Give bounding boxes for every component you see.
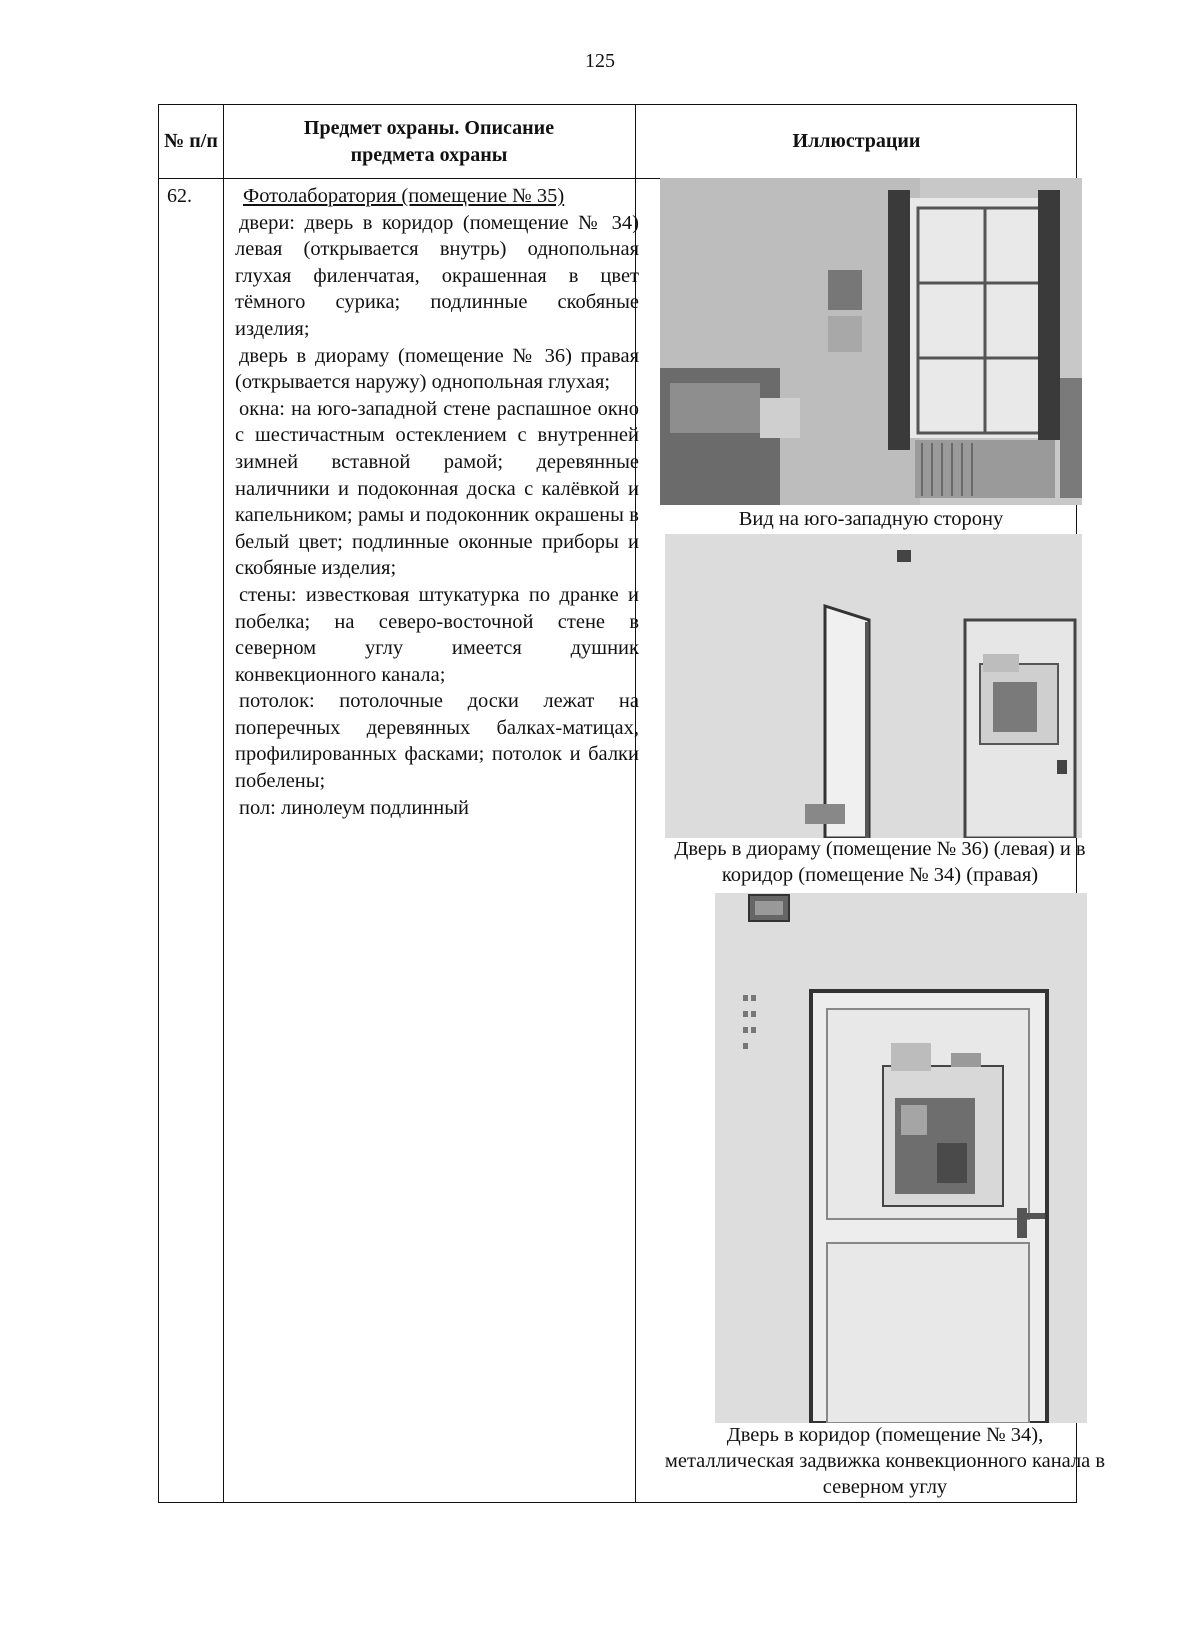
header-number: № п/п (164, 130, 218, 152)
header-description: Предмет охраны. Описание предмета охраны (303, 116, 555, 166)
column-divider (223, 105, 224, 1502)
description-doors: двери: дверь в коридор (помещение № 34) левая (открывается внутрь) однопольная глухая филенчатая, окрашенная в цвет тёмного сурика; подлинные скобяные изделия; (235, 211, 639, 340)
description-walls: стены: известковая штукатурка по дранке и побелка; на северо-восточной стене в северном углу имеется душник конвекционного канала; (235, 583, 639, 686)
caption-photo-2: Дверь в диораму (помещение № 36) (левая) и в коридор (помещение № 34) (правая) (674, 838, 1086, 886)
description-floor: пол: линолеум подлинный (239, 796, 469, 819)
description-ceiling: потолок: потолочные доски лежат на поперечных деревянных балках-матицах, профилированных фасками; потолок и балки побелены; (235, 690, 639, 793)
header-illustrations: Иллюстрации (792, 130, 921, 152)
description-windows: окна: на юго-западной стене распашное окно с шестичастным остеклением с внутренней зимней вставной рамой; деревянные наличники и подоконная доска с калёвкой и капельником; рамы и подоконник окрашены в белый цвет; подлинные оконные приборы и скобяные изделия; (235, 397, 639, 580)
row-description (235, 183, 639, 821)
photo-southwest-window (660, 178, 1082, 505)
caption-photo-1: Вид на юго-западную сторону (738, 508, 1004, 530)
row-number: 62. (167, 185, 192, 207)
room-title: Фотолаборатория (помещение № 35) (243, 185, 565, 207)
description-diorama-door: дверь в диораму (помещение № 36) правая (открывается наружу) однопольная глухая; (235, 344, 639, 394)
page-number: 125 (585, 50, 615, 72)
caption-photo-3: Дверь в коридор (помещение № 34), металлическая задвижка конвекционного канала в северном углу (664, 1424, 1106, 1498)
photo-corridor-door (715, 893, 1087, 1423)
photo-two-doors (665, 534, 1082, 838)
